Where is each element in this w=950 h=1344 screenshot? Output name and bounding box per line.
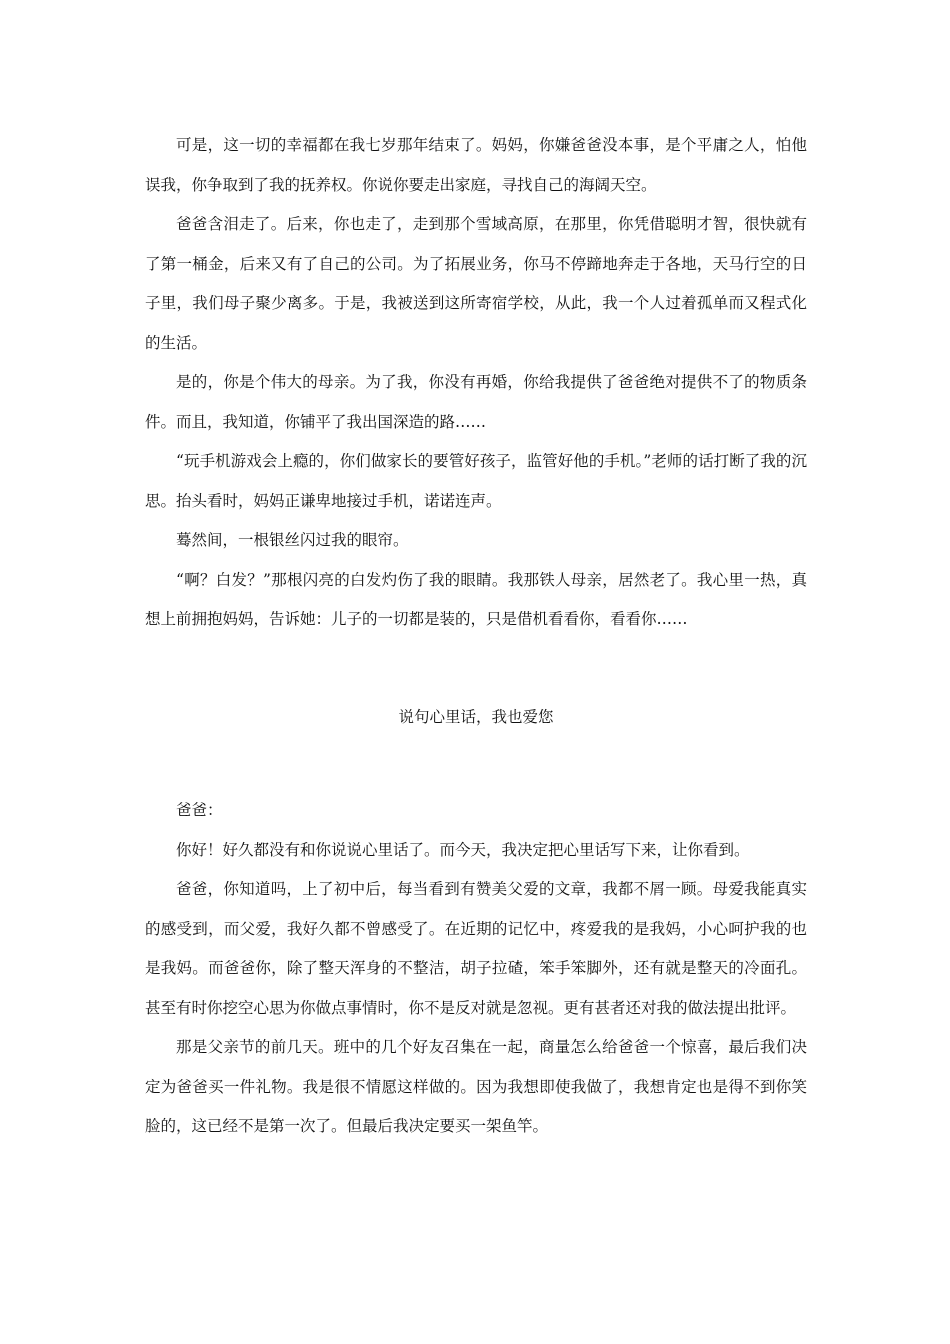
story-father-section	[145, 791, 807, 1147]
salutation: 爸爸：	[176, 801, 223, 819]
story-mother-section	[145, 126, 807, 640]
paragraph: 爸爸含泪走了。后来，你也走了，走到那个雪域高原，在那里，你凭借聪明才智，很快就有了第一桶金，后来又有了自己的公司。为了拓展业务，你马不停蹄地奔走于各地，天马行空的日子里，我们母子聚少离多。于是，我被送到这所寄宿学校，从此，我一个人过着孤单而又程式化的生活。	[145, 215, 807, 352]
paragraph: 可是，这一切的幸福都在我七岁那年结束了。妈妈，你嫌爸爸没本事，是个平庸之人，怕他误我，你争取到了我的抚养权。你说你要走出家庭，寻找自己的海阔天空。	[145, 136, 807, 194]
paragraph: “玩手机游戏会上瘾的，你们做家长的要管好孩子，监管好他的手机。”老师的话打断了我的沉思。抬头看时，妈妈正谦卑地接过手机，诺诺连声。	[145, 452, 807, 510]
paragraph: 你好！好久都没有和你说说心里话了。而今天，我决定把心里话写下来，让你看到。	[176, 840, 750, 859]
paragraph: “啊？白发？”那根闪亮的白发灼伤了我的眼睛。我那铁人母亲，居然老了。我心里一热，真想上前拥抱妈妈，告诉她：儿子的一切都是装的，只是借机看看你，看看你……	[145, 570, 807, 628]
paragraph: 那是父亲节的前几天。班中的几个好友召集在一起，商量怎么给爸爸一个惊喜，最后我们决定为爸爸买一件礼物。我是很不情愿这样做的。因为我想即使我做了，我想肯定也是得不到你笑脸的，这已经不是第一次了。但最后我决定要买一架鱼竿。	[145, 1038, 807, 1135]
paragraph: 蓦然间，一根银丝闪过我的眼帘。	[176, 531, 409, 549]
paragraph: 爸爸，你知道吗，上了初中后，每当看到有赞美父爱的文章，我都不屑一顾。母爱我能真实的感受到，而父爱，我好久都不曾感受了。在近期的记忆中，疼爱我的是我妈，小心呵护我的也是我妈。而爸爸你，除了整天浑身的不整洁，胡子拉碴，笨手笨脚外，还有就是整天的冷面孔。甚至有时你挖空心思为你做点事情时，你不是反对就是忽视。更有甚者还对我的做法提出批评。	[145, 880, 807, 1017]
paragraph: 是的，你是个伟大的母亲。为了我，你没有再婚，你给我提供了爸爸绝对提供不了的物质条件。而且，我知道，你铺平了我出国深造的路……	[145, 373, 807, 431]
essay-title: 说句心里话，我也爱您	[398, 708, 554, 726]
